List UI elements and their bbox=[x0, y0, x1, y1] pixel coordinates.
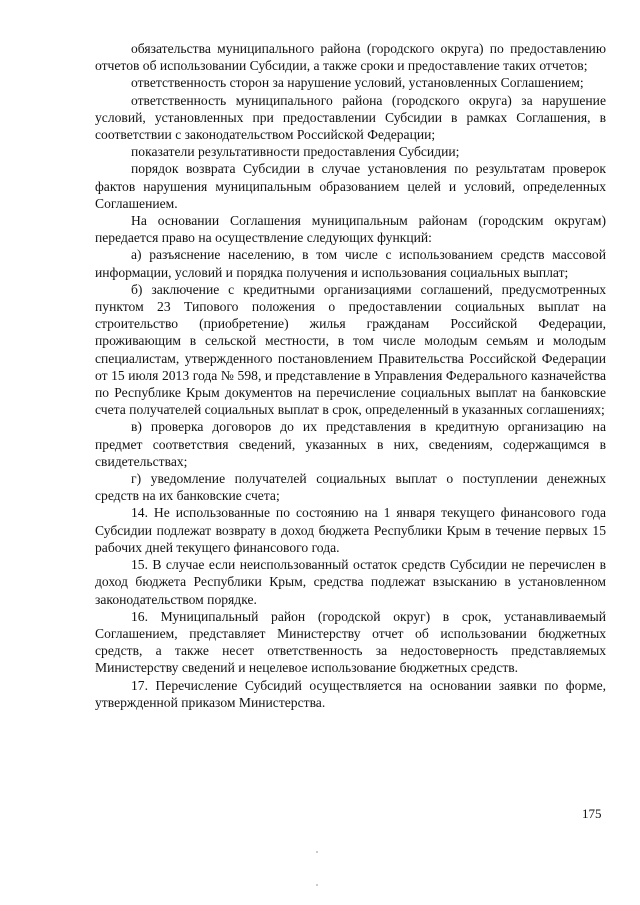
paragraph-municipal-responsibility: ответственность муниципального района (городского округа) за нарушение условий, установленных при предоставлении Субсидии в рамках Соглашения, в соответствии с законодательством Российской Федерации; bbox=[95, 92, 606, 143]
paragraph-parties-responsibility: ответственность сторон за нарушение условий, установленных Соглашением; bbox=[131, 75, 584, 91]
page-number: 175 bbox=[582, 806, 602, 821]
paragraph-item-14: 14. Не использованные по состоянию на 1 января текущего финансового года Субсидии подлежат возврату в доход бюджета Республики Крым в течение первых 15 рабочих дней текущего финансового года. bbox=[95, 505, 606, 555]
paragraph-functions-intro: На основании Соглашения муниципальным районам (городским округам) передается право на осуществление следующих функций: bbox=[95, 213, 606, 246]
paragraph-item-17: 17. Перечисление Субсидий осуществляется на основании заявки по форме, утвержденной приказом Министерства. bbox=[95, 677, 606, 710]
paragraph-function-v: в) проверка договоров до их представления в кредитную организацию на предмет соответствия сведений, указанных в них, сведениям, содержащимся в свидетельствах; bbox=[95, 419, 606, 469]
paragraph-function-b: б) заключение с кредитными организациями соглашений, предусмотренных пунктом 23 Типового положения о предоставлении социальных выплат на строительство (приобретение) жилья гражданам Российской Федерации, проживающим в сельской местности, в том числе молодым семьям и молодым специалистам, утвержденного постановлением Правительства Российской Федерации от 15 июля 2013 года № 598, и представление в Управления Федерального казначейства по Республике Крым документов на перечисление социальных выплат на банковские счета получателей социальных выплат в срок, определенный в указанных соглашениях; bbox=[95, 281, 606, 418]
paragraph-function-g: г) уведомление получателей социальных выплат о поступлении денежных средств на их банковские счета; bbox=[95, 471, 606, 504]
paragraph-return-procedure: порядок возврата Субсидии в случае установления по результатам проверок фактов нарушения муниципальным образованием целей и условий, определенных Соглашением. bbox=[95, 161, 606, 211]
paragraph-reporting-obligations: обязательства муниципального района (городского округа) по предоставлению отчетов об использовании Субсидии, а также сроки и предоставление таких отчетов; bbox=[95, 41, 606, 74]
paragraph-item-15: 15. В случае если неиспользованный остаток средств Субсидии не перечислен в доход бюджета Республики Крым, средства подлежат взысканию в установленном законодательством порядке. bbox=[95, 557, 606, 607]
paragraph-performance-indicators: показатели результативности предоставления Субсидии; bbox=[131, 144, 460, 160]
paragraph-function-a: а) разъяснение населению, в том числе с использованием средств массовой информации, условий и порядка получения и использования социальных выплат; bbox=[95, 247, 606, 280]
body-text bbox=[95, 40, 606, 711]
scan-speck bbox=[316, 884, 318, 886]
paragraph-item-16: 16. Муниципальный район (городской округ) в срок, устанавливаемый Соглашением, представляет Министерству отчет об использовании бюджетных средств, а также несет ответственность за недостоверность представляемых Министерству сведений и нецелевое использование бюджетных средств. bbox=[95, 608, 606, 676]
scan-speck bbox=[316, 851, 318, 853]
